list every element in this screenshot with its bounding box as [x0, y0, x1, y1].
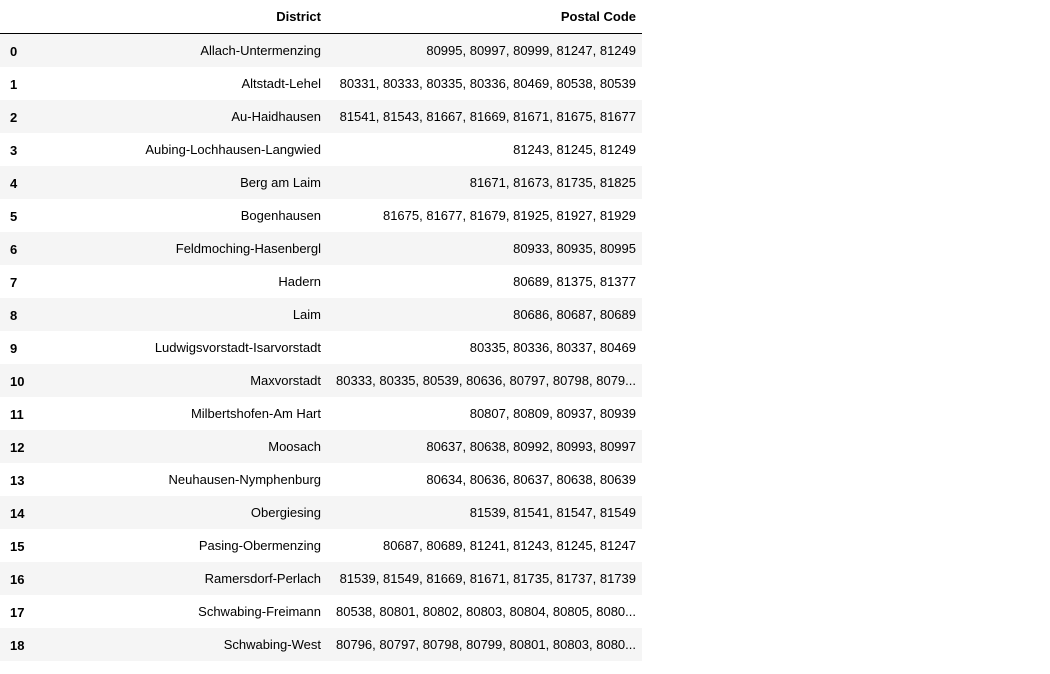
district-cell: Hadern — [278, 273, 321, 289]
district-cell: Schwabing-West — [223, 636, 321, 652]
table-row — [0, 298, 642, 331]
table-row — [0, 100, 642, 133]
postal-code-cell: 80538, 80801, 80802, 80803, 80804, 80805, 8080... — [336, 603, 636, 619]
table-row — [0, 133, 642, 166]
postal-code-cell: 81671, 81673, 81735, 81825 — [469, 174, 636, 190]
district-cell: Obergiesing — [250, 504, 321, 520]
table-row — [0, 595, 642, 628]
district-cell: Berg am Laim — [240, 174, 321, 190]
district-cell: Bogenhausen — [240, 207, 321, 223]
row-index: 14 — [10, 505, 25, 521]
table-row — [0, 463, 642, 496]
table-header — [0, 0, 642, 34]
table-row — [0, 67, 642, 100]
table-row — [0, 562, 642, 595]
row-index: 6 — [10, 241, 18, 257]
district-cell: Ludwigsvorstadt-Isarvorstadt — [154, 339, 321, 355]
district-cell: Neuhausen-Nymphenburg — [168, 471, 321, 487]
row-index: 4 — [10, 175, 18, 191]
table-row — [0, 166, 642, 199]
row-index: 3 — [10, 142, 18, 158]
postal-code-cell: 80686, 80687, 80689 — [513, 306, 636, 322]
district-cell: Maxvorstadt — [250, 372, 321, 388]
row-index: 18 — [10, 637, 25, 653]
postal-code-cell: 80637, 80638, 80992, 80993, 80997 — [426, 438, 636, 454]
district-cell: Milbertshofen-Am Hart — [190, 405, 321, 421]
table-row — [0, 364, 642, 397]
table-row — [0, 397, 642, 430]
district-cell: Ramersdorf-Perlach — [204, 570, 321, 586]
table-row — [0, 628, 642, 661]
table-row — [0, 34, 642, 67]
row-index: 17 — [10, 604, 25, 620]
table-row — [0, 496, 642, 529]
row-index: 12 — [10, 439, 25, 455]
postal-code-cell: 80796, 80797, 80798, 80799, 80801, 80803, 8080... — [336, 636, 636, 652]
district-cell: Pasing-Obermenzing — [198, 537, 321, 553]
table-row — [0, 430, 642, 463]
row-index: 0 — [10, 44, 18, 59]
postal-code-cell: 80634, 80636, 80637, 80638, 80639 — [426, 471, 636, 487]
row-index: 8 — [10, 307, 18, 323]
postal-code-cell: 81675, 81677, 81679, 81925, 81927, 81929 — [382, 207, 636, 223]
postal-code-cell: 81539, 81541, 81547, 81549 — [469, 504, 636, 520]
postal-code-cell: 80689, 81375, 81377 — [513, 273, 636, 289]
header-row — [0, 0, 642, 34]
column-header-district: District — [45, 0, 327, 34]
index-header — [0, 0, 45, 34]
district-cell: Feldmoching-Hasenbergl — [175, 240, 321, 256]
column-header-postal-code: Postal Code — [327, 0, 642, 34]
postal-code-cell: 81243, 81245, 81249 — [513, 141, 636, 157]
postal-code-cell: 80333, 80335, 80539, 80636, 80797, 80798, 8079... — [336, 372, 636, 388]
postal-code-cell: 80331, 80333, 80335, 80336, 80469, 80538, 80539 — [339, 75, 636, 91]
table-row — [0, 199, 642, 232]
district-cell: Altstadt-Lehel — [241, 75, 321, 91]
row-index: 9 — [10, 340, 18, 356]
row-index: 11 — [10, 406, 24, 422]
postal-code-cell: 80807, 80809, 80937, 80939 — [469, 405, 636, 421]
table-row — [0, 232, 642, 265]
row-index: 1 — [10, 76, 18, 92]
postal-code-cell: 81541, 81543, 81667, 81669, 81671, 81675, 81677 — [339, 108, 636, 124]
row-index: 15 — [10, 538, 25, 554]
table-row — [0, 331, 642, 364]
postal-code-cell: 80995, 80997, 80999, 81247, 81249 — [426, 42, 636, 58]
district-cell: Laim — [292, 306, 321, 322]
row-index: 7 — [10, 274, 18, 290]
table-row — [0, 265, 642, 298]
district-cell: Au-Haidhausen — [231, 108, 321, 124]
table-row — [0, 529, 642, 562]
postal-code-cell: 80335, 80336, 80337, 80469 — [469, 339, 636, 355]
row-index: 2 — [10, 109, 18, 125]
row-index: 5 — [10, 208, 18, 224]
row-index: 10 — [10, 373, 25, 389]
district-cell: Aubing-Lochhausen-Langwied — [145, 141, 321, 157]
district-cell: Schwabing-Freimann — [198, 603, 321, 619]
row-index: 13 — [10, 472, 25, 488]
district-cell: Moosach — [268, 438, 321, 454]
district-cell: Allach-Untermenzing — [200, 42, 321, 58]
row-index: 16 — [10, 571, 25, 587]
table-body — [0, 34, 642, 661]
postal-code-cell: 80687, 80689, 81241, 81243, 81245, 81247 — [382, 537, 636, 553]
postal-code-cell: 80933, 80935, 80995 — [513, 240, 636, 256]
postal-code-cell: 81539, 81549, 81669, 81671, 81735, 81737, 81739 — [339, 570, 636, 586]
